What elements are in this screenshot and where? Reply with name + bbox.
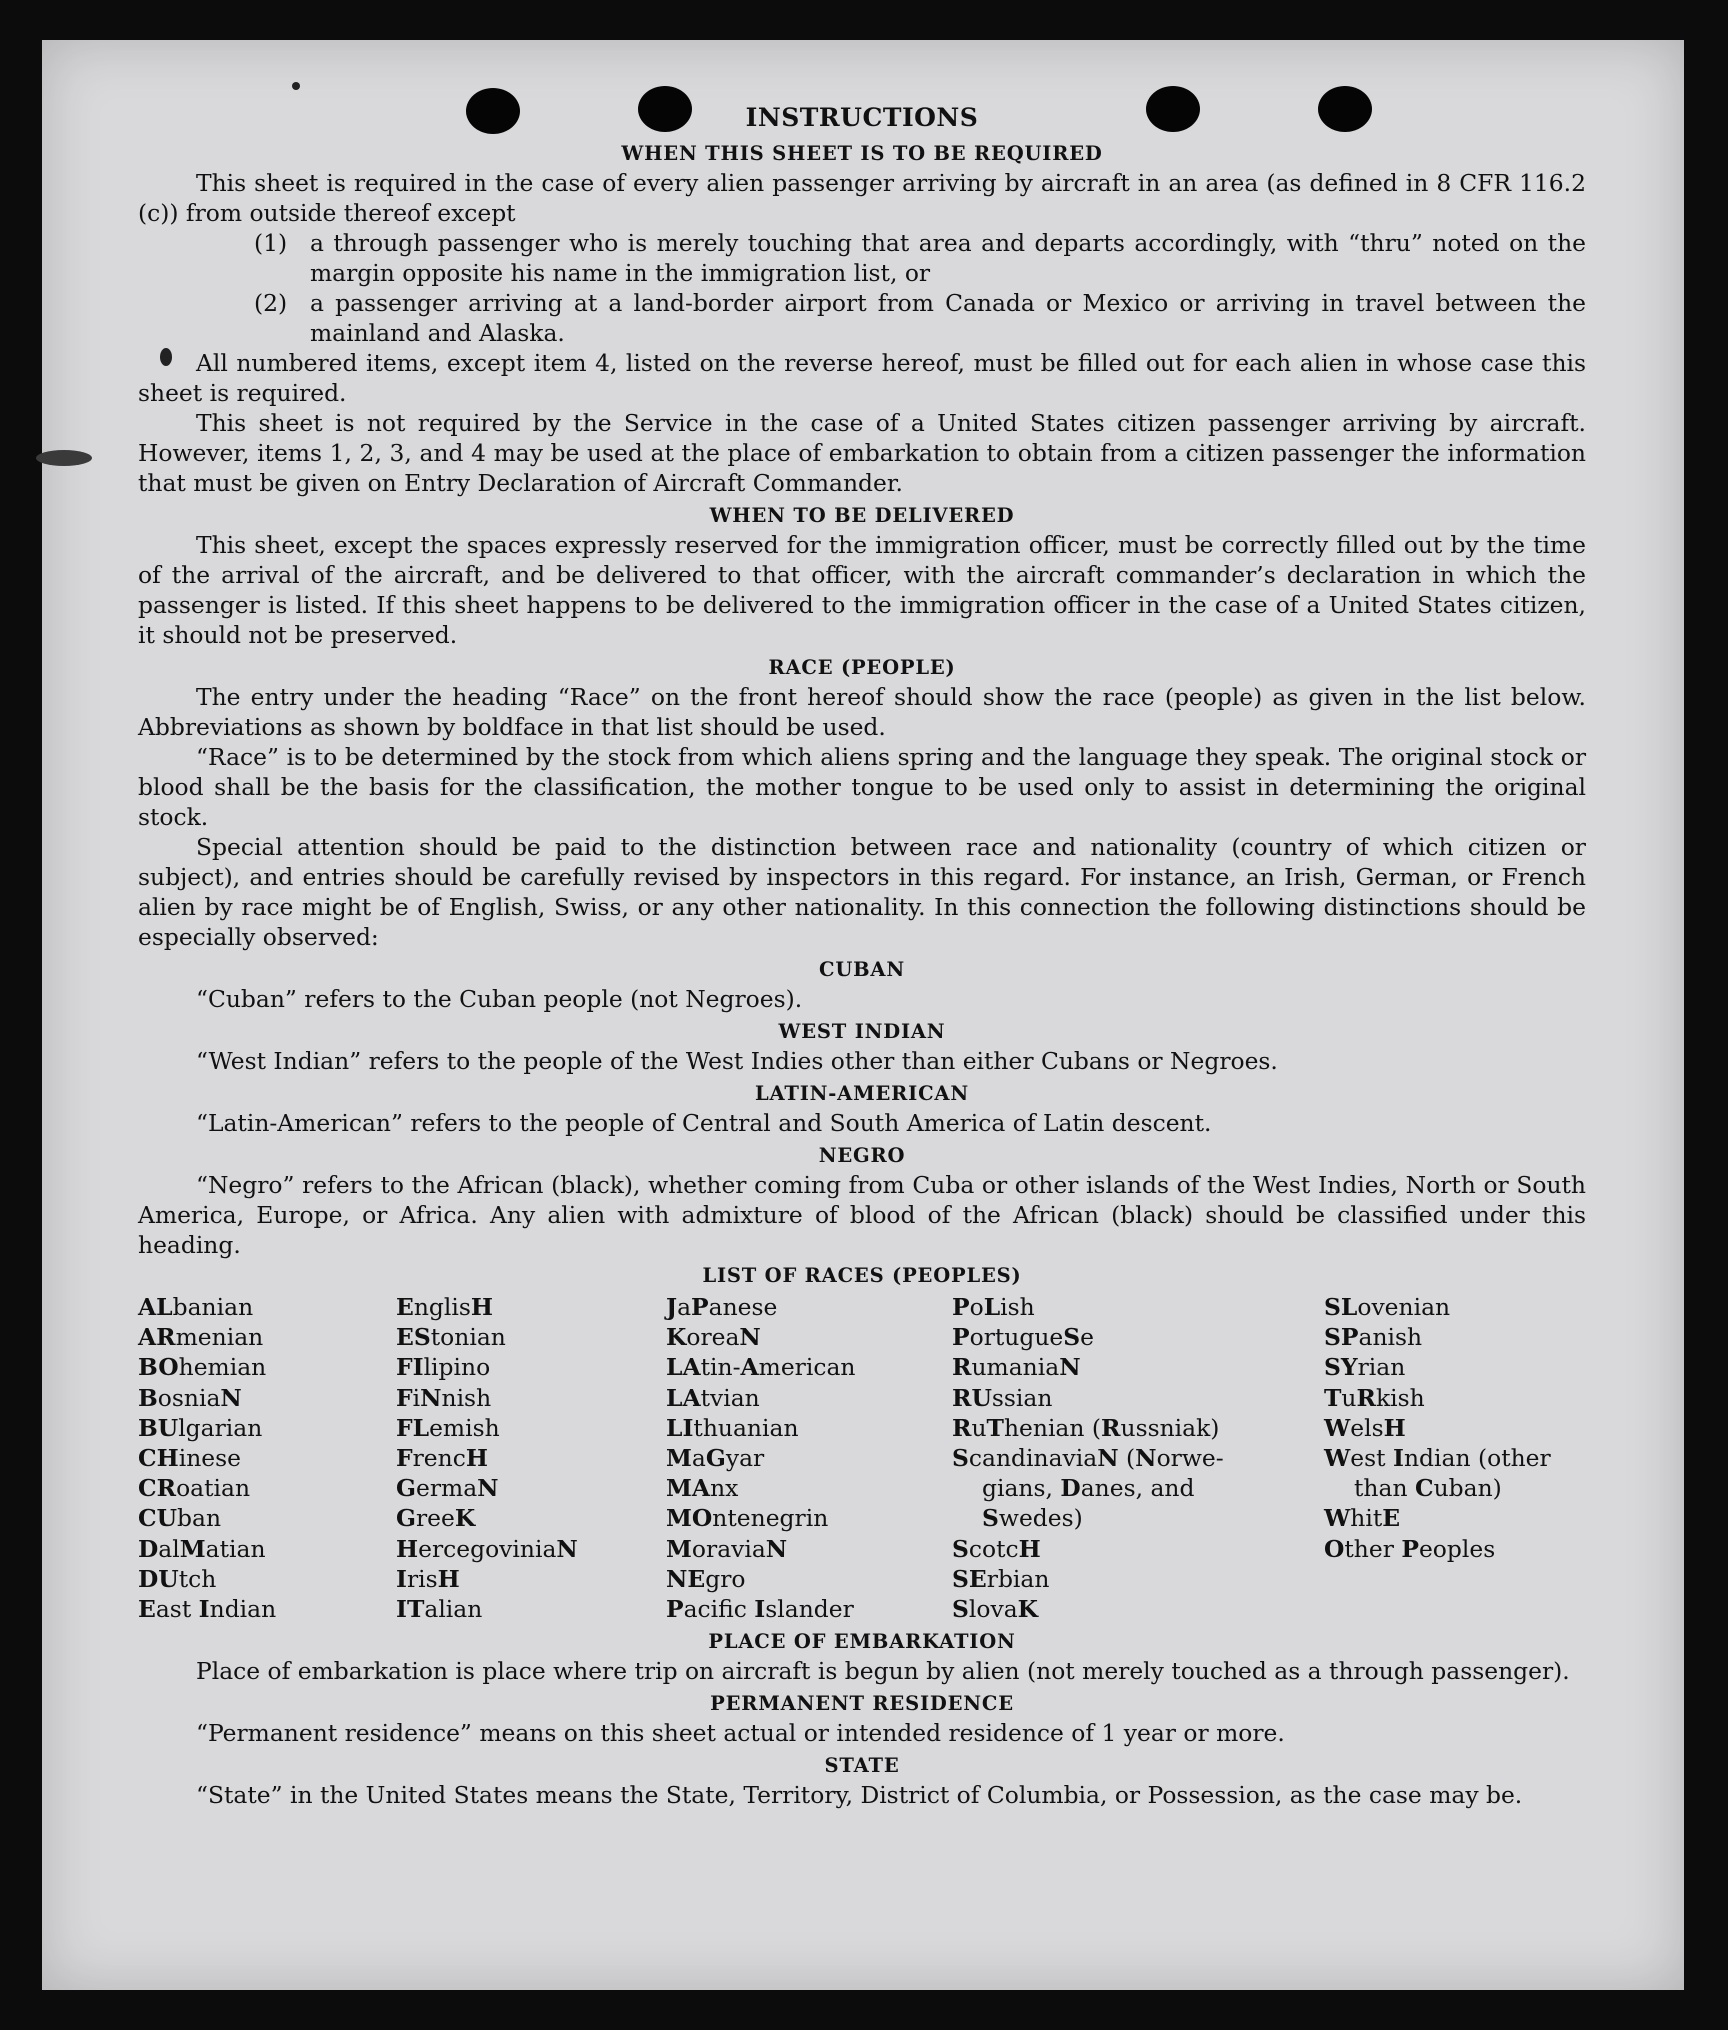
race-entry: PoLish: [952, 1293, 1035, 1321]
item-text: a passenger arriving at a land-border airport from Canada or Mexico or arriving in travel between the mainland and Alaska.: [310, 289, 1586, 347]
paragraph: “Negro” refers to the African (black), whether coming from Cuba or other islands of the West Indies, North or South America, Europe, or Africa. Any alien with admixture of blood of the African (black) should be classified under this heading.: [138, 1171, 1586, 1259]
race-entry: gians, Danes, and: [982, 1474, 1195, 1503]
race-entry: MoraviaN: [666, 1534, 788, 1563]
race-entry: SLovenian: [1324, 1293, 1451, 1321]
speck-mark: [292, 82, 300, 90]
race-entry: East Indian: [138, 1595, 277, 1624]
race-entry: FiNnish: [396, 1383, 492, 1412]
race-entry: FrencH: [396, 1444, 488, 1473]
race-entry: SPanish: [1324, 1323, 1423, 1352]
race-entry: NEgro: [666, 1564, 746, 1593]
race-entry: KoreaN: [666, 1323, 761, 1352]
race-entry: ARmenian: [138, 1323, 264, 1352]
race-entry: EnglisH: [396, 1293, 493, 1321]
race-entry: SYrian: [1324, 1353, 1406, 1382]
paragraph: “Latin-American” refers to the people of Central and South America of Latin descent.: [196, 1109, 1212, 1137]
race-entry: BosniaN: [138, 1383, 242, 1412]
race-entry: Pacifc Islander: [666, 1595, 854, 1624]
page-title: INSTRUCTIONS: [745, 103, 979, 132]
item-number: (1): [254, 229, 288, 257]
paragraph: “Cuban” refers to the Cuban people (not Negroes).: [196, 985, 803, 1013]
race-entry: FLemish: [396, 1413, 500, 1442]
paragraph: Place of embarkation is place where trip on aircraft is begun by alien (not merely touched as a through passenger).: [196, 1657, 1570, 1686]
race-entry: Other Peoples: [1324, 1534, 1496, 1563]
race-entry: LIthuanian: [666, 1413, 799, 1442]
heading-race: RACE (PEOPLE): [768, 656, 956, 679]
race-entry: CUban: [138, 1504, 222, 1533]
heading-embarkation: PLACE OF EMBARKATION: [708, 1630, 1016, 1654]
instructions-content: [138, 100, 1586, 1810]
race-entry: SErbian: [952, 1564, 1050, 1593]
heading-cuban: CUBAN: [819, 958, 905, 981]
race-entry: GreeK: [396, 1504, 476, 1533]
item-text: a through passenger who is merely touching that area and departs accordingly, with “thru” noted on the margin opposite his name in the immigration list, or: [310, 229, 1586, 287]
paragraph: The entry under the heading “Race” on the front hereof should show the race (people) as given in the list below. Abbreviations as shown by boldface in that list should be used.: [138, 683, 1586, 741]
race-entry: RuThenian (Russniak): [952, 1413, 1220, 1442]
race-entry: ScandinaviaN (Norwe-: [952, 1444, 1224, 1473]
paragraph: “Permanent residence” means on this sheet actual or intended residence of 1 year or more.: [196, 1719, 1285, 1748]
race-entry: ITalian: [396, 1595, 483, 1624]
heading-when-delivered: WHEN TO BE DELIVERED: [709, 504, 1015, 527]
race-entry: CHinese: [138, 1444, 241, 1473]
speck-mark: [36, 450, 92, 466]
race-entry: IrisH: [396, 1564, 460, 1593]
race-entry: MAnx: [666, 1474, 739, 1503]
race-entry: GermaN: [396, 1474, 499, 1503]
race-entry: LAtvian: [666, 1383, 760, 1412]
race-column: [952, 1292, 1324, 1624]
race-entry: JaPanese: [666, 1293, 778, 1321]
race-entry: BUlgarian: [138, 1413, 263, 1442]
race-entry: Swedes): [982, 1504, 1083, 1533]
race-entry: HercegoviniaN: [396, 1534, 578, 1563]
race-entry: WelsH: [1324, 1413, 1406, 1442]
race-entry: FIlipino: [396, 1353, 491, 1382]
race-column: [138, 1292, 396, 1624]
race-entry: BOhemian: [138, 1353, 267, 1382]
race-entry: DalMatian: [138, 1534, 266, 1563]
race-entry: than Cuban): [1354, 1474, 1502, 1503]
paragraph: This sheet is not required by the Service in the case of a United States citizen passenger arriving by aircraft. However, items 1, 2, 3, and 4 may be used at the place of embarkation to obtain from a citizen passenger the information that must be given on Entry Declaration of Aircraft Commander.: [138, 409, 1586, 497]
race-entry: MaGyar: [666, 1444, 765, 1473]
race-column: [396, 1292, 666, 1624]
race-entry: RUssian: [952, 1383, 1053, 1412]
race-entry: EStonian: [396, 1323, 506, 1352]
race-entry: RumaniaN: [952, 1353, 1081, 1382]
race-entry: DUtch: [138, 1564, 217, 1593]
race-entry: CRoatian: [138, 1474, 251, 1503]
race-column: [1324, 1292, 1586, 1624]
heading-negro: NEGRO: [818, 1144, 906, 1167]
race-entry: LAtin-American: [666, 1353, 856, 1382]
paragraph: “State” in the United States means the State, Territory, District of Columbia, or Possession, as the case may be.: [196, 1781, 1523, 1810]
paragraph: All numbered items, except item 4, listed on the reverse hereof, must be filled out for each alien in whose case this sheet is required.: [138, 349, 1586, 407]
paragraph: Special attention should be paid to the distinction between race and nationality (country of which citizen or subject), and entries should be carefully revised by inspectors in this regard. For instance, an Irish, German, or French alien by race might be of English, Swiss, or any other nationality. In this connection the following distinctions should be especially observed:: [138, 833, 1586, 951]
item-number: (2): [254, 289, 288, 317]
race-entry: TuRkish: [1324, 1383, 1425, 1412]
list-item: [254, 228, 1586, 288]
race-entry: WhitE: [1324, 1504, 1401, 1533]
heading-state: STATE: [824, 1754, 900, 1778]
race-entry: ScotcH: [952, 1534, 1041, 1563]
race-entry: West Indian (other: [1324, 1444, 1551, 1473]
race-entry: MOntenegrin: [666, 1504, 829, 1533]
race-entry: SlovaK: [952, 1595, 1038, 1624]
heading-list-of-races: LIST OF RACES (PEOPLES): [702, 1264, 1022, 1287]
paragraph: This sheet is required in the case of every alien passenger arriving by aircraft in an area (as defined in 8 CFR 116.2 (c)) from outside thereof except: [138, 169, 1586, 227]
heading-west-indian: WEST INDIAN: [778, 1020, 946, 1043]
document-sheet: [42, 40, 1684, 1990]
list-item: [254, 288, 1586, 348]
race-column: [666, 1292, 952, 1624]
heading-latin-american: LATIN-AMERICAN: [755, 1082, 969, 1105]
paragraph: This sheet, except the spaces expressly reserved for the immigration officer, must be correctly filled out by the time of the arrival of the aircraft, and be delivered to that officer, with the aircraft commander’s declaration in which the passenger is listed. If this sheet happens to be delivered to the immigration officer in the case of a United States citizen, it should not be preserved.: [138, 531, 1586, 649]
heading-when-required: WHEN THIS SHEET IS TO BE REQUIRED: [621, 142, 1103, 165]
race-list: [138, 1292, 1586, 1624]
race-entry: PortugueSe: [952, 1323, 1095, 1352]
heading-permanent-residence: PERMANENT RESIDENCE: [710, 1692, 1014, 1716]
race-entry: ALbanian: [138, 1293, 254, 1321]
paragraph: “Race” is to be determined by the stock from which aliens spring and the language they speak. The original stock or blood shall be the basis for the classification, the mother tongue to be used only to assist in determining the original stock.: [138, 743, 1586, 831]
paragraph: “West Indian” refers to the people of the West Indies other than either Cubans or Negroes.: [196, 1047, 1278, 1075]
